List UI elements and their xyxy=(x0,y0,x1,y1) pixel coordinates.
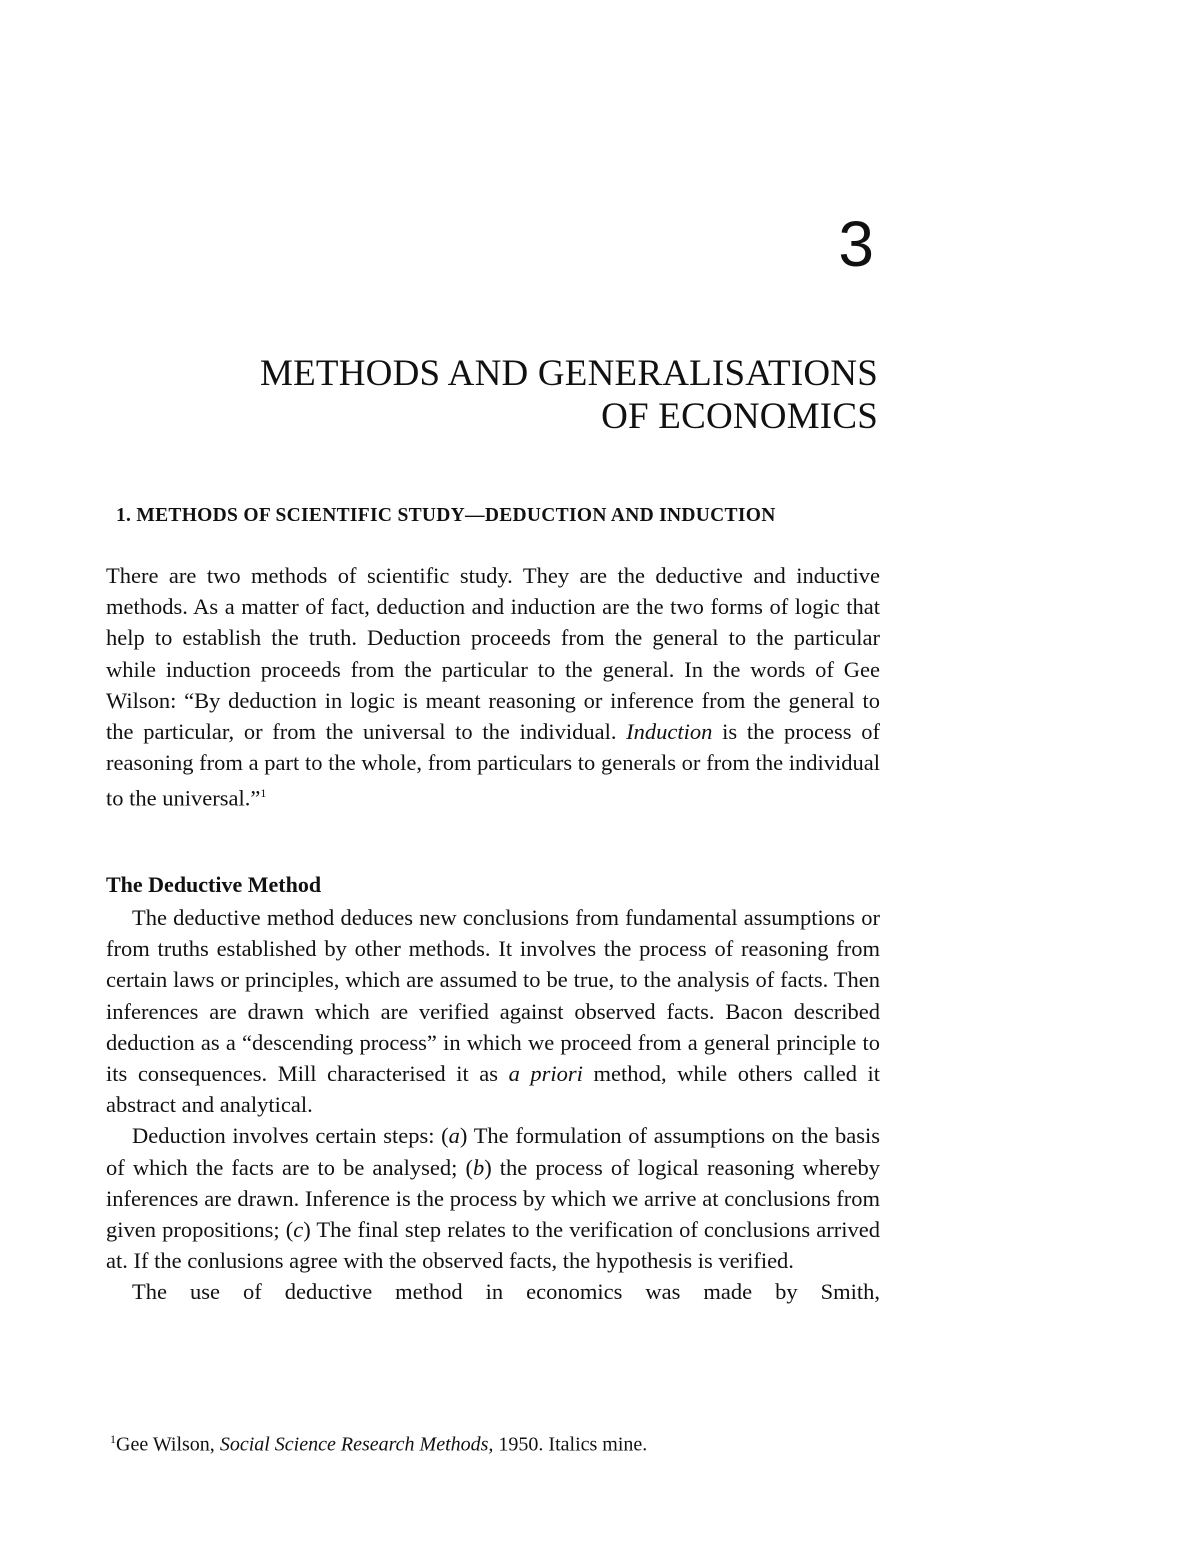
chapter-number: 3 xyxy=(838,208,874,280)
deductive-p1-text-b: method, while others called it abstract and analytical. xyxy=(106,1061,881,1118)
section-heading: 1. METHODS OF SCIENTIFIC STUDY—DEDUCTION AND INDUCTION xyxy=(116,505,776,526)
deductive-p1-text-a: The deductive method deduces new conclusions from fundamental assumptions or from truths established by other methods. It involves the process of reasoning from certain laws or principles, which are assumed to be true, to the analysis of facts. Then inferences are drawn which are verified against observed facts. Bacon described deduction as a “descending process” in which we proceed from a general principle to its consequences. Mill characterised it as xyxy=(106,905,880,1087)
footnote-author: Gee Wilson, xyxy=(116,1433,220,1456)
intro-text-b: is the process of reasoning from a part to the whole, from particulars to generals or from the individual to the universal.” xyxy=(106,719,880,811)
deductive-method-body xyxy=(106,902,880,1308)
footnote-reference: 1 xyxy=(260,786,267,801)
intro-text-a: There are two methods of scientific study. They are the deductive and inductive methods. As a matter of fact, deduction and induction are the two forms of logic that help to establish the truth. Deduction proceeds from the general to the particular while induction proceeds from the particular to the general. In the words of Gee Wilson: “By deduction in logic is meant reasoning or inference from the general to the particular, or from the universal to the individual. xyxy=(106,563,880,745)
deductive-p2-text-b: ) The formulation of assumptions on the basis of which the facts are to be analysed; ( xyxy=(106,1123,880,1180)
deductive-p1-italic: a priori xyxy=(508,1061,583,1087)
intro-paragraph xyxy=(106,560,880,814)
deductive-p2-step-a: a xyxy=(448,1123,460,1149)
deductive-paragraph-2 xyxy=(106,1120,880,1276)
deductive-p2-text-a: Deduction involves certain steps: ( xyxy=(132,1123,449,1149)
deductive-p2-text-c: ) the process of logical reasoning whereby inferences are drawn. Inference is the process by which we arrive at conclusions from given propositions; ( xyxy=(106,1154,880,1243)
footnote-rest: 1950. Italics mine. xyxy=(493,1433,648,1456)
chapter-title-line-1: METHODS AND GENERALISATIONS xyxy=(260,353,878,394)
subheading-deductive-method: The Deductive Method xyxy=(106,872,322,897)
footnote-mark: 1 xyxy=(110,1432,116,1446)
deductive-paragraph-3: The use of deductive method in economics was made by Smith, xyxy=(132,1279,880,1305)
deductive-p2-text-d: ) The final step relates to the verification of conclusions arrived at. If the conlusions agree with the observed facts, the hypothesis is verified. xyxy=(106,1217,880,1274)
intro-italic-term: Induction xyxy=(626,719,713,745)
footnote xyxy=(110,1432,647,1457)
deductive-p2-step-c: c xyxy=(293,1217,304,1243)
footnote-title: Social Science Research Methods, xyxy=(219,1433,494,1456)
deductive-p2-step-b: b xyxy=(472,1154,485,1180)
chapter-title-line-2: OF ECONOMICS xyxy=(601,396,878,437)
deductive-paragraph-1 xyxy=(106,902,880,1120)
chapter-title xyxy=(178,352,878,438)
